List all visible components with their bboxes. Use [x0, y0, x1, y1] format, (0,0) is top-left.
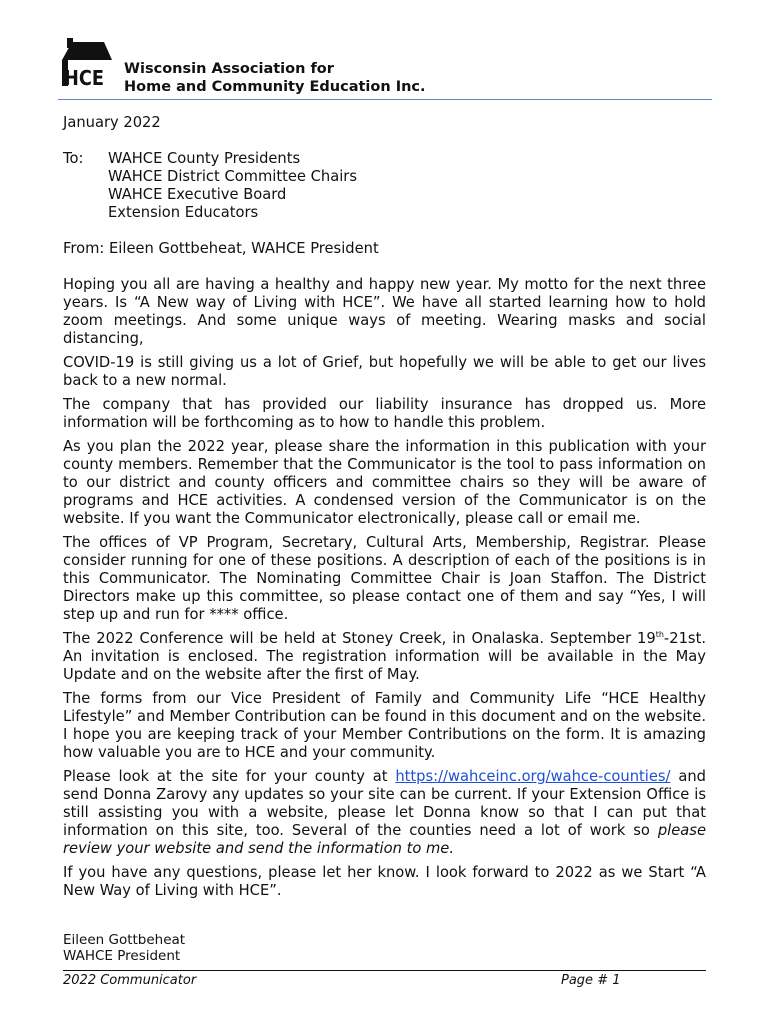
recipient-item: WAHCE County Presidents: [108, 150, 301, 167]
signature-title: WAHCE President: [63, 948, 181, 964]
paragraph-insurance: The company that has provided our liability insurance has dropped us. More information will be forthcoming as to how to handle this problem.: [63, 396, 706, 431]
to-label: To:: [63, 150, 84, 167]
organization-name: [124, 60, 426, 96]
paragraph-communicator: As you plan the 2022 year, please share the information in this publication with your county members. Remember that the Communicator is the tool to pass information on to our district and county officers and committee chairs so they will be aware of programs and HCE activities. A condensed version of the Communicator is on the website. If you want the Communicator electronically, please call or email me.: [63, 438, 706, 527]
org-line-2: Home and Community Education Inc.: [124, 79, 426, 95]
website-text-a: Please look at the site for your county at: [63, 768, 396, 785]
footer-publication: 2022 Communicator: [63, 973, 197, 988]
paragraph-closing: If you have any questions, please let her know. I look forward to 2022 as we Start “A New Way of Living with HCE”.: [63, 864, 706, 899]
paragraph-greeting: Hoping you all are having a healthy and happy new year. My motto for the next three years. Is “A New way of Living with HCE”. We have all started learning how to hold zoom meetings. And some unique ways of meeting. Wearing masks and social distancing,: [63, 276, 706, 347]
org-line-1: Wisconsin Association for: [124, 61, 334, 77]
footer-divider: [63, 970, 706, 971]
conference-text-a: The 2022 Conference will be held at Stoney Creek, in Onalaska. September 19: [63, 630, 656, 647]
paragraph-covid: COVID-19 is still giving us a lot of Grief, but hopefully we will be able to get our lives back to a new normal.: [63, 354, 706, 389]
hce-house-logo: [58, 38, 114, 88]
logo-text: HCE: [64, 66, 104, 88]
from-line: From: Eileen Gottbeheat, WAHCE President: [63, 240, 379, 257]
signature-block: [63, 932, 706, 964]
recipient-item: WAHCE District Committee Chairs: [108, 168, 357, 185]
website-italic-text: please review your website and send the information to me.: [63, 822, 706, 857]
conference-sup: th: [655, 630, 664, 640]
letter-date: January 2022: [63, 114, 161, 131]
recipient-item: WAHCE Executive Board: [108, 186, 287, 203]
header-divider: [58, 99, 712, 100]
paragraph-offices: The offices of VP Program, Secretary, Cultural Arts, Membership, Registrar. Please consider running for one of these positions. A description of each of the positions is in this Communicator. The Nominating Committee Chair is Joan Staffon. The District Directors make up this committee, so please contact one of them and say “Yes, I will step up and run for **** office.: [63, 534, 706, 623]
recipient-list: [108, 150, 357, 222]
website-text-b: and send Donna Zarovy any updates so your site can be current. If your Extension Office is still assisting you with a website, please let Donna know so that I can put that information on this site, too. Several of the counties need a lot of work so: [63, 768, 706, 839]
paragraph-forms: The forms from our Vice President of Family and Community Life “HCE Healthy Lifestyle” and Member Contribution can be found in this document and on the website. I hope you are keeping track of your Member Contributions on the form. It is amazing how valuable you are to HCE and your community.: [63, 690, 706, 761]
paragraph-website: [63, 768, 706, 858]
recipient-item: Extension Educators: [108, 204, 259, 221]
letter-body: [63, 276, 706, 906]
footer-page-number: Page # 1: [561, 973, 621, 988]
signature-name: Eileen Gottbeheat: [63, 932, 186, 948]
paragraph-conference: [63, 630, 706, 684]
county-site-link[interactable]: https://wahceinc.org/wahce-counties/: [395, 768, 671, 785]
conference-text-b: -21st. An invitation is enclosed. The registration information will be available in the May Update and on the website after the first of May.: [63, 630, 706, 683]
